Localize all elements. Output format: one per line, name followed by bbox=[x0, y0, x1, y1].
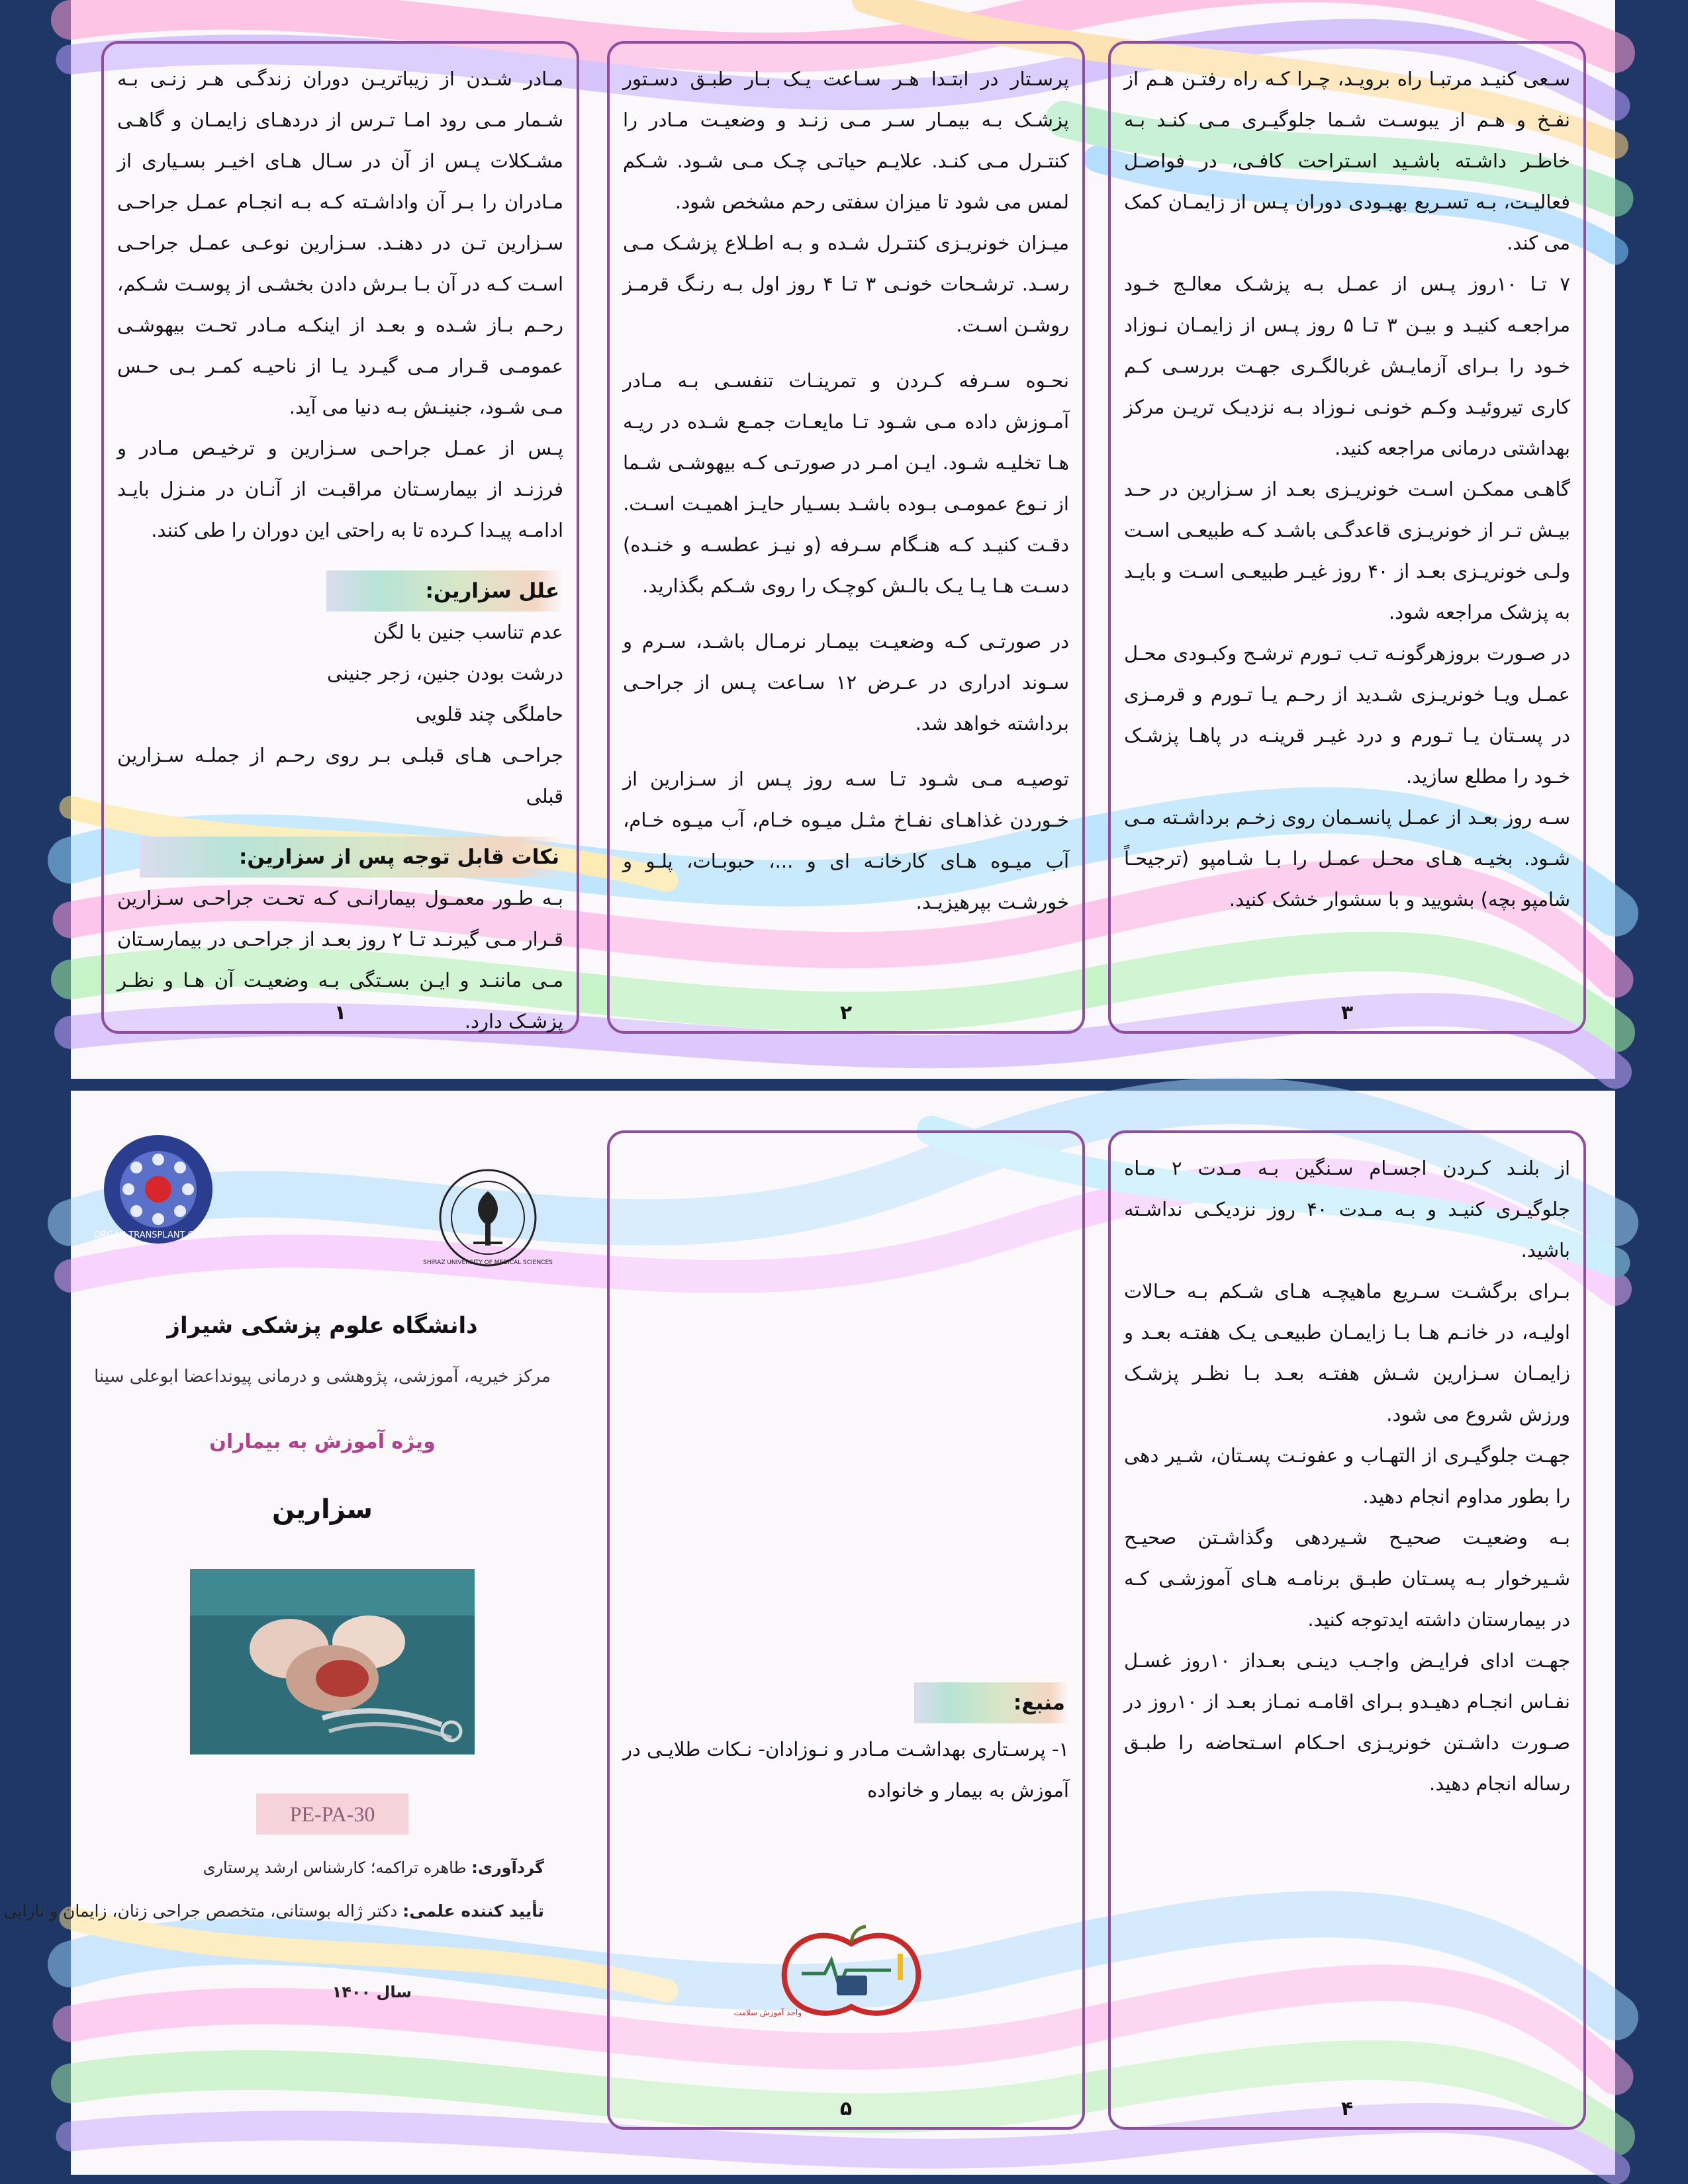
paragraph: جهـت جلوگیـری از التهـاب و عفونـت پسـتان، شـیر دهی را بطور مداوم انجام دهید. bbox=[1124, 1444, 1570, 1508]
cause-item: عدم تناسب جنین با لگن bbox=[373, 621, 563, 643]
paragraph: میـزان خونریـزی کنتـرل شـده و بـه اطـلاع پزشـک مـی رسـد. ترشـحات خونـی ۳ تـا ۴ روز اول بـه رنـگ قرمـز روشـن اسـت. bbox=[623, 232, 1070, 336]
year-label: سال ۱۴۰۰ bbox=[332, 1983, 412, 2001]
surgery-photo bbox=[190, 1569, 475, 1754]
intro-paragraph: مـادر شـدن از زیباتریـن دوران زندگـی هـر زنـی بـه شـمار مـی رود امـا تـرس از دردهـای زایمـان و گاهـی مشـکلات پـس از آن در سـال هـای اخیـر بسـیاری از مـادران را بـر آن واداشـته کـه بـه انجـام عمـل جراحـی سـزارین تـن در دهنـد. سـزارین نوعـی عمـل جراحـی اسـت کـه در آن بـا بـرش دادن بخشـی از پوسـت شـکم، رحـم بـاز شـده و بعـد از اینکـه مـادر تحـت بیهوشـی عمومـی قـرار مـی گیـرد یـا از ناحیـه کمـر بـی حـس مـی شـود، جنینـش بـه دنیا می آید. bbox=[117, 68, 563, 418]
cause-item: حاملگی چند قلویی bbox=[415, 703, 563, 725]
paragraph: بـرای برگشـت سـریع ماهیچـه هـای شـکم بـه حـالات اولیـه، در خانـم هـا بـا زایمـان طبیعـی یـک هفتـه بعـد و زایمـان سـزارین شـش هفتـه بعـد بـا نظـر پزشـک ورزش شروع می شود. bbox=[1124, 1280, 1570, 1426]
paragraph: در صورتـی کـه وضعیـت بیمـار نرمـال باشـد، سـرم و سـوند ادراری در عـرض ۱۲ سـاعت پـس از جراحـی برداشته خواهد شد. bbox=[623, 630, 1069, 735]
panel-5 bbox=[607, 1130, 1085, 2130]
causes-heading: علل سزارین: bbox=[326, 570, 563, 612]
panel-4-text bbox=[1124, 1148, 1570, 1804]
health-education-logo bbox=[733, 1924, 937, 2023]
approved-by bbox=[4, 1901, 544, 1921]
page-number: ۳ bbox=[1340, 1001, 1354, 1024]
panel-3 bbox=[1108, 41, 1586, 1034]
university-logo-text: SHIRAZ UNIVERSITY OF MEDICAL SCIENCES bbox=[423, 1259, 553, 1266]
paragraph: سـعی کنیـد مرتبـا راه برویـد، چـرا کـه راه رفتـن هـم از نفـخ و هـم از یبوسـت شـما جلوگیـری مـی کنـد بـه خاطـر داشـته باشـید اسـتراحت کافـی، در فواصـل فعالیـت، بـه تسـریع بهبـودی دوران پـس از زایمـان کمک می کند. bbox=[1124, 68, 1570, 254]
notes-heading: نکات قابل توجه پس از سزارین: bbox=[140, 837, 563, 878]
notes-paragraph: بـه طـور معمـول بیمارانـی کـه تحـت جراحـی سـزارین قـرار مـی گیرنـد تـا ۲ روز بعـد از جراحـی در بیمارسـتان مـی ماننـد و ایـن بسـتگی بـه وضعیـت آن هـا و نظـر پزشـک دارد. bbox=[117, 887, 563, 1032]
cause-item: جراحـی هـای قبلـی بـر روی رحـم از جملـه سـزارین قبلی bbox=[117, 744, 563, 807]
paragraph: از بلنـد کـردن اجسـام سـنگین بـه مـدت ۲ مـاه جلوگیـری کنیـد و بـه مـدت ۴۰ روز نزدیکـی نداشـته باشید. bbox=[1124, 1157, 1570, 1261]
page-number: ۴ bbox=[1340, 2097, 1354, 2120]
panel-5-text bbox=[623, 1662, 1069, 1811]
page-number: ۲ bbox=[839, 1001, 853, 1024]
audience-label: ویژه آموزش به بیماران bbox=[209, 1430, 436, 1453]
panel-3-text bbox=[1124, 58, 1570, 920]
brochure-inside-sheet bbox=[71, 0, 1615, 1079]
brochure-title: سزارین bbox=[272, 1494, 373, 1525]
paragraph: ۷ تـا ۱۰روز پـس از عمـل بـه پزشـک معالـج خـود مراجعـه کنیـد و بیـن ۳ تـا ۵ روز پـس از زایمـان نـوزاد خـود را بـرای آزمایـش غربالگـری جهـت بررسـی کـم کاری تیروئیـد وکـم خونـی نـوزاد بـه نزدیـک تریـن مرکز بهداشتی درمانی مراجعه کنید. bbox=[1124, 273, 1570, 459]
paragraph: پرسـتار در ابتـدا هـر سـاعت یـک بـار طبـق دسـتور پزشـک بـه بیمـار سـر مـی زنـد و وضعیـت مـادر را کنتـرل مـی کنـد. علایـم حیاتـی چـک مـی شـود. شـکم لمس می شود تا میزان سفتی رحم مشخص شود. bbox=[623, 68, 1069, 213]
approved-by-value: دکتر ژاله بوستانی، متخصص جراحی زنان، زایمان و نازایی bbox=[3, 1901, 403, 1921]
compiled-by bbox=[203, 1858, 544, 1877]
university-logo bbox=[423, 1165, 553, 1271]
panel-1-text bbox=[117, 58, 563, 1042]
cover-panel bbox=[3, 1091, 574, 2175]
compiled-by-value: طاهره تراکمه؛ کارشناس ارشد پرستاری bbox=[203, 1858, 472, 1877]
university-name: دانشگاه علوم پزشکی شیراز bbox=[167, 1312, 478, 1339]
cause-item: درشت بودن جنین، زجر جنینی bbox=[327, 662, 563, 684]
paragraph: جهـت ادای فرایـض واجـب دینـی بعـداز ۱۰روز غسـل نفـاس انجـام دهیـدو بـرای اقامـه نمـاز بعـد از ۱۰روز در صـورت داشـتن خونریـزی احـکام اسـتحاضه را طبـق رساله انجام دهید. bbox=[1124, 1649, 1570, 1795]
health-logo-caption: واحد آموزش سلامت bbox=[733, 2008, 802, 2017]
paragraph: توصیـه مـی شـود تـا سـه روز پـس از سـزارین از خـوردن غذاهـای نفـاخ مثـل میـوه خـام، آب میـوه خـام، آب میـوه هـای کارخانـه ای و ...، حبوبـات، پلـو و خورشـت بپرهیزیـد. bbox=[623, 768, 1069, 913]
brochure-outside-sheet bbox=[3, 1091, 1615, 2175]
paragraph: نحـوه سـرفه کـردن و تمرینـات تنفسـی بـه مـادر آمـوزش داده مـی شـود تـا مایعـات جمـع شـده در ریـه هـا تخلیـه شـود. ایـن امـر در صورتـی کـه بیهوشـی شـما از نـوع عمومـی بـوده باشـد بسـیار حایـز اهمیـت اسـت. دقـت کنیـد کـه هنـگام سـرفه (و نیـز عطسـه و خنـده) دسـت هـا یـا یـک بالـش کوچـک را روی شـکم بگذارید. bbox=[623, 369, 1069, 597]
panel-4 bbox=[1108, 1130, 1586, 2130]
panel-2-text bbox=[623, 58, 1069, 923]
paragraph: گاهـی ممکـن اسـت خونریـزی بعـد از سـزارین در حـد بیـش تـر از خونریـزی قاعدگـی باشـد کـه طبیعـی اسـت ولـی خونریـزی بعـد از ۴۰ روز غیـر طبیعـی اسـت و بایـد به پزشک مراجعه شود. bbox=[1124, 478, 1570, 623]
approved-by-label: تأیید کننده علمی: bbox=[402, 1901, 544, 1921]
paragraph: سـه روز بعـد از عمـل پانسـمان روی زخـم برداشـته مـی شـود. بخیـه هـای محـل عمـل را بـا شـامپو (ترجیحـاً شامپو بچه) بشویید و با سشوار خشک کنید. bbox=[1124, 806, 1570, 911]
paragraph: در صـورت بروزهرگونـه تـب تـورم ترشـح وکبـودی محـل عمـل ویـا خونریـزی شـدید از رحـم یـا تـورم و قرمـزی در پسـتان یـا تـورم و درد غیـر قرینـه در پاهـا پزشـک خـود را مطلع سازید. bbox=[1124, 642, 1570, 788]
source-heading: منبع: bbox=[914, 1682, 1069, 1723]
transplant-logo-text: ORGAN TRANSPLANT CENTER bbox=[94, 1230, 222, 1240]
intro-paragraph: پـس از عمـل جراحـی سـزارین و ترخیـص مـادر و فرزنـد از بیمارسـتان مراقبـت از آنـان در منـزل بایـد ادامـه پیـدا کـرده تا به راحتی این دوران را طی کنند. bbox=[117, 437, 563, 541]
page-number: ۵ bbox=[839, 2097, 853, 2120]
source-item: ۱- پرسـتاری بهداشـت مـادر و نـوزادان- نـکات طلایـی در آموزش به بیمار و خانواده bbox=[623, 1738, 1069, 1801]
paragraph: بـه وضعیـت صحیـح شـیردهی وگذاشـتن صحیـح شـیرخوار بـه پسـتان طبـق برنامـه هـای آموزشـی کـه در بیمارستان داشته ایدتوجه کنید. bbox=[1124, 1526, 1570, 1631]
transplant-center-logo bbox=[94, 1133, 222, 1246]
panel-1 bbox=[101, 41, 579, 1034]
panel-2 bbox=[607, 41, 1085, 1034]
document-code-badge: PE-PA-30 bbox=[256, 1794, 408, 1835]
center-name: مرکز خیریه، آموزشی، پژوهشی و درمانی پیونداعضا ابوعلی سینا bbox=[94, 1367, 551, 1387]
compiled-by-label: گردآوری: bbox=[471, 1858, 544, 1877]
page-number: ۱ bbox=[334, 1001, 347, 1024]
